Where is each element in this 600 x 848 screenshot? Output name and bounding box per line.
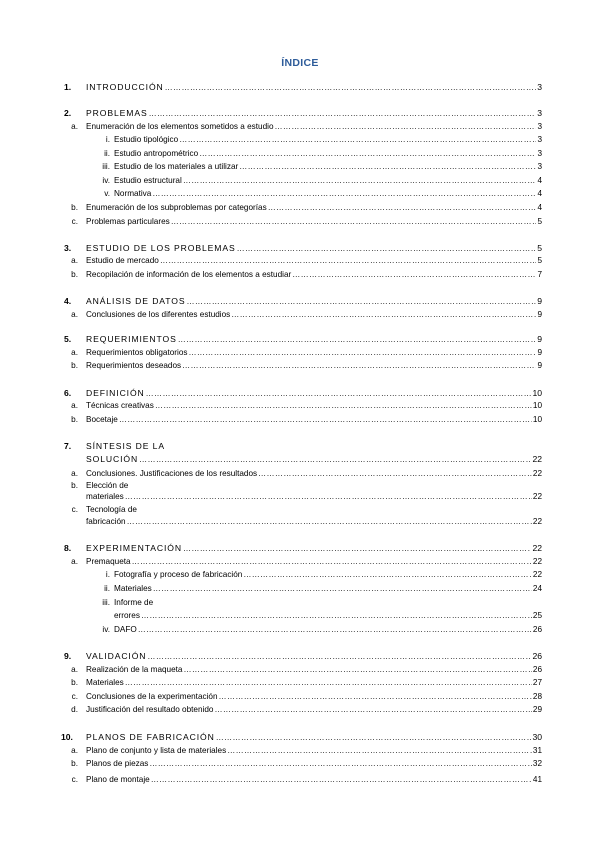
section-number: 9. — [64, 651, 72, 661]
toc-page-number: 26 — [532, 625, 542, 634]
toc-entry-label: DEFINICIÓN — [86, 388, 145, 398]
toc-entry-label: Informe de — [114, 598, 154, 607]
toc-entry-label: PROBLEMAS — [86, 108, 148, 118]
toc-entry-label: Estudio antropométrico — [114, 149, 199, 158]
toc-entry-label: Bocetaje — [86, 415, 118, 424]
toc-entry[interactable] — [86, 361, 542, 371]
subsection-letter: a. — [71, 469, 78, 478]
toc-entry-label: Fotografía y proceso de fabricación — [114, 570, 243, 579]
toc-entry-label: Conclusiones. Justificaciones de los resultados — [86, 469, 258, 478]
toc-entry[interactable] — [114, 584, 542, 594]
toc-entry-introduccion[interactable] — [86, 82, 542, 92]
section-number: 4. — [64, 296, 72, 306]
toc-page-number: 26 — [532, 665, 542, 674]
subsection-letter: b. — [71, 481, 78, 490]
toc-entry[interactable] — [86, 348, 542, 358]
toc-page-number: 4 — [537, 176, 542, 185]
toc-entry[interactable] — [114, 570, 542, 580]
section-number: 8. — [64, 543, 72, 553]
toc-page-number: 3 — [537, 149, 542, 158]
subsection-letter: b. — [71, 203, 78, 212]
item-numeral: iii. — [102, 598, 110, 607]
toc-entry-label: Premaqueta — [86, 557, 131, 566]
toc-entry-label: Estudio de mercado — [86, 256, 159, 265]
subsection-letter: b. — [71, 270, 78, 279]
toc-entry-label: Técnicas creativas — [86, 401, 154, 410]
toc-entry[interactable] — [114, 625, 542, 635]
section-number: 6. — [64, 388, 72, 398]
toc-entry-label: Requerimientos obligatorios — [86, 348, 188, 357]
toc-entry-label: Estudio estructural — [114, 176, 182, 185]
toc-entry-label: Materiales — [86, 678, 124, 687]
toc-page-number: 9 — [537, 296, 542, 306]
subsection-letter: a. — [71, 665, 78, 674]
section-number: 1. — [64, 82, 72, 92]
toc-page-number: 5 — [537, 243, 542, 253]
toc-entry-label: Estudio tipológico — [114, 135, 179, 144]
toc-entry-label: SOLUCIÓN — [86, 454, 139, 464]
toc-page-number: 9 — [537, 361, 542, 370]
toc-entry[interactable] — [86, 217, 542, 227]
toc-page-number: 3 — [537, 162, 542, 171]
toc-entry-label: Plano de conjunto y lista de materiales — [86, 746, 227, 755]
toc-entry-label: errores — [114, 611, 140, 620]
toc-entry[interactable] — [114, 149, 542, 159]
toc-entry-label: REQUERIMIENTOS — [86, 334, 177, 344]
toc-entry-label: DAFO — [114, 625, 137, 634]
toc-page-number: 22 — [532, 469, 542, 478]
toc-page-number: 22 — [532, 517, 542, 526]
subsection-letter: c. — [71, 775, 78, 784]
toc-entry-label: materiales — [86, 492, 124, 501]
toc-entry-label: Justificación del resultado obtenido — [86, 705, 214, 714]
toc-page-number: 4 — [537, 189, 542, 198]
toc-entry-planos[interactable] — [86, 732, 542, 742]
section-number: 3. — [64, 243, 72, 253]
toc-page-number: 28 — [532, 692, 542, 701]
toc-entry[interactable] — [86, 517, 542, 527]
toc-entry-sintesis[interactable] — [86, 454, 542, 464]
toc-page-number: 32 — [532, 759, 542, 768]
toc-entry[interactable] — [86, 678, 542, 688]
subsection-letter: a. — [71, 256, 78, 265]
section-number: 5. — [64, 334, 72, 344]
toc-page-number: 10 — [532, 415, 542, 424]
toc-page-number: 26 — [532, 651, 542, 661]
item-numeral: iv. — [102, 176, 110, 185]
toc-entry[interactable] — [114, 162, 542, 172]
subsection-letter: c. — [71, 505, 78, 514]
toc-page-number: 3 — [537, 108, 542, 118]
toc-entry-label: Problemas particulares — [86, 217, 170, 226]
subsection-letter: b. — [71, 415, 78, 424]
subsection-letter: a. — [71, 310, 78, 319]
subsection-letter: b. — [71, 678, 78, 687]
toc-entry[interactable] — [86, 492, 542, 502]
item-numeral: i. — [105, 570, 110, 579]
toc-entry-label: Planos de piezas — [86, 759, 149, 768]
toc-page-number: 29 — [532, 705, 542, 714]
toc-entry-problemas[interactable] — [86, 108, 542, 118]
toc-entry-estudio[interactable] — [86, 243, 542, 253]
subsection-letter: b. — [71, 759, 78, 768]
toc-page-number: 27 — [532, 678, 542, 687]
toc-page-number: 3 — [537, 82, 542, 92]
page-title: ÍNDICE — [281, 57, 319, 69]
toc-entry-requerimientos[interactable] — [86, 334, 542, 344]
toc-page-number: 25 — [532, 611, 542, 620]
toc-page-number: 22 — [532, 492, 542, 501]
toc-entry[interactable] — [86, 256, 542, 266]
toc-page-number: 9 — [537, 334, 542, 344]
toc-page-number: 22 — [532, 454, 542, 464]
section-number: 10. — [61, 732, 73, 742]
toc-entry-label: VALIDACIÓN — [86, 651, 147, 661]
subsection-letter: a. — [71, 746, 78, 755]
toc-entry-label: ANÁLISIS DE DATOS — [86, 296, 186, 306]
toc-entry-label: EXPERIMENTACIÓN — [86, 543, 182, 553]
subsection-letter: c. — [71, 217, 78, 226]
subsection-letter: a. — [71, 557, 78, 566]
toc-entry-label: Requerimientos deseados — [86, 361, 182, 370]
toc-page-number: 41 — [532, 775, 542, 784]
item-numeral: i. — [105, 135, 110, 144]
toc-entry-experimentacion[interactable] — [86, 543, 542, 553]
toc-entry[interactable] — [114, 135, 542, 145]
toc-page-number: 9 — [537, 348, 542, 357]
toc-page-number: 22 — [532, 557, 542, 566]
toc-entry-label: ESTUDIO DE LOS PROBLEMAS — [86, 243, 236, 253]
toc-entry-label: Realización de la maqueta — [86, 665, 183, 674]
subsection-letter: a. — [71, 122, 78, 131]
item-numeral: ii. — [104, 584, 110, 593]
toc-page-number: 24 — [532, 584, 542, 593]
toc-entry[interactable] — [114, 189, 542, 199]
toc-page-number: 9 — [537, 310, 542, 319]
toc-entry[interactable] — [86, 746, 542, 756]
subsection-letter: a. — [71, 401, 78, 410]
toc-entry[interactable] — [114, 176, 542, 186]
toc-entry[interactable] — [86, 270, 542, 280]
subsection-letter: b. — [71, 361, 78, 370]
toc-entry[interactable] — [86, 705, 542, 715]
subsection-letter: a. — [71, 348, 78, 357]
toc-entry-label: Conclusiones de los diferentes estudios — [86, 310, 231, 319]
toc-page-number: 31 — [532, 746, 542, 755]
toc-entry[interactable] — [86, 692, 542, 702]
toc-page-number: 3 — [537, 122, 542, 131]
subsection-letter: c. — [71, 692, 78, 701]
toc-entry-validacion[interactable] — [86, 651, 542, 661]
section-number: 7. — [64, 441, 72, 451]
toc-entry[interactable] — [86, 759, 542, 769]
toc-entry-label: Conclusiones de la experimentación — [86, 692, 218, 701]
toc-page-number: 10 — [532, 388, 542, 398]
toc-page-number: 5 — [537, 256, 542, 265]
toc-page-number: 22 — [532, 543, 542, 553]
toc-page-number: 5 — [537, 217, 542, 226]
toc-entry-label: INTRODUCCIÓN — [86, 82, 164, 92]
item-numeral: iii. — [102, 162, 110, 171]
section-number: 2. — [64, 108, 72, 118]
toc-page-number: 4 — [537, 203, 542, 212]
toc-entry[interactable] — [86, 469, 542, 479]
toc-entry-label: PLANOS DE FABRICACIÓN — [86, 732, 215, 742]
toc-entry[interactable] — [86, 775, 542, 785]
toc-entry-label: Enumeración de los elementos sometidos a estudio — [86, 122, 274, 131]
toc-entry-label: Enumeración de los subproblemas por categorías — [86, 203, 267, 212]
toc-page-number: 3 — [537, 135, 542, 144]
toc-entry-label: Estudio de los materiales a utilizar — [114, 162, 239, 171]
toc-entry-label: Elección de — [86, 481, 129, 490]
toc-entry-analisis[interactable] — [86, 296, 542, 306]
item-numeral: ii. — [104, 149, 110, 158]
toc-page-number: 22 — [532, 570, 542, 579]
toc-entry-definicion[interactable] — [86, 388, 542, 398]
toc-entry-label: Tecnología de — [86, 505, 137, 514]
toc-entry[interactable] — [86, 557, 542, 567]
toc-entry[interactable] — [114, 611, 542, 621]
toc-entry-label: Normativa — [114, 189, 152, 198]
toc-entry-label: Plano de montaje — [86, 775, 150, 784]
toc-entry-label: Recopilación de información de los elementos a estudiar — [86, 270, 292, 279]
toc-entry-label: SÍNTESIS DE LA — [86, 441, 165, 451]
toc-entry[interactable] — [86, 122, 542, 132]
subsection-letter: d. — [71, 705, 78, 714]
toc-entry-label: Materiales — [114, 584, 152, 593]
toc-page-number: 10 — [532, 401, 542, 410]
toc-page-number: 30 — [532, 732, 542, 742]
toc-page-number: 7 — [537, 270, 542, 279]
toc-entry[interactable] — [86, 415, 542, 425]
toc-entry[interactable] — [86, 401, 542, 411]
toc-entry[interactable] — [86, 310, 542, 320]
toc-entry[interactable] — [86, 203, 542, 213]
toc-entry-label: fabricación — [86, 517, 126, 526]
item-numeral: v. — [104, 189, 110, 198]
item-numeral: iv. — [102, 625, 110, 634]
toc-entry[interactable] — [86, 665, 542, 675]
